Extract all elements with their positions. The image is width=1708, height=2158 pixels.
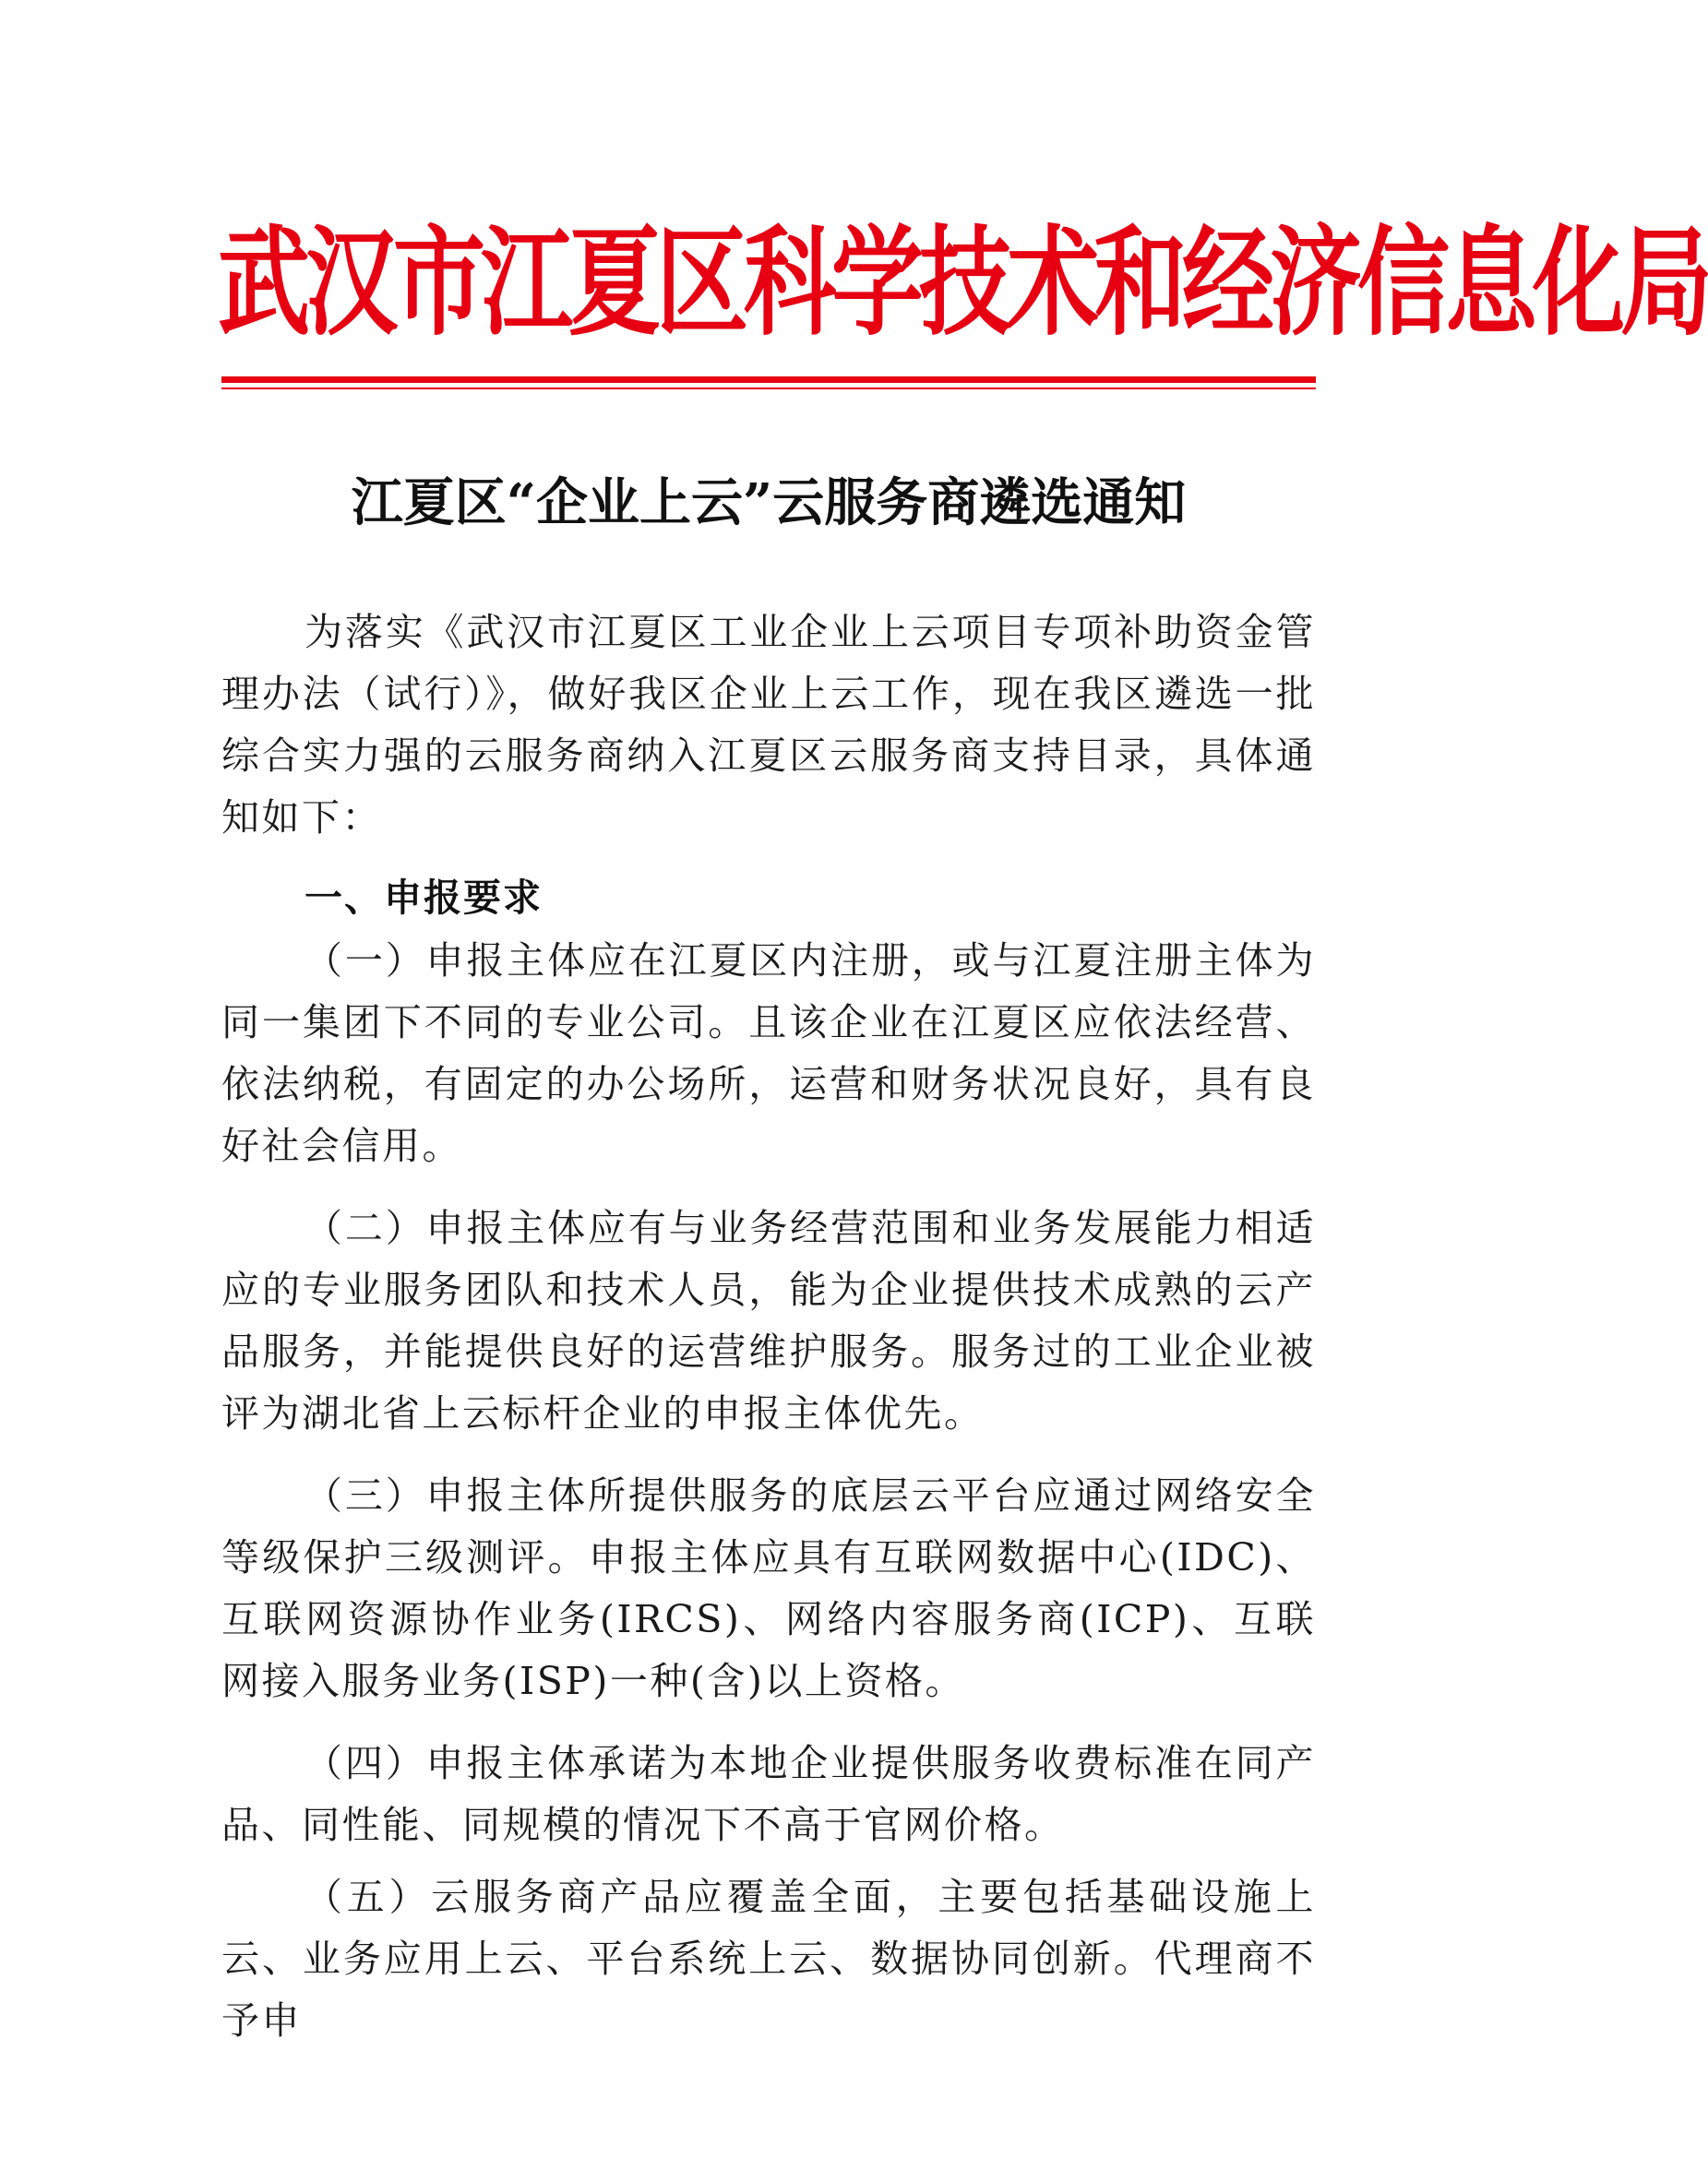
requirement-item-3: （三）申报主体所提供服务的底层云平台应通过网络安全等级保护三级测评。申报主体应具有互联网数据中心(IDC)、互联网资源协作业务(IRCS)、网络内容服务商(ICP)、互联网接入服务业务(ISP)一种(含)以上资格。	[221, 1473, 1316, 1703]
requirement-item-1: （一）申报主体应在江夏区内注册，或与江夏注册主体为同一集团下不同的专业公司。且该企业在江夏区应依法经营、依法纳税，有固定的办公场所，运营和财务状况良好，具有良好社会信用。	[221, 938, 1316, 1168]
letterhead-red-rule-thin	[221, 387, 1316, 389]
requirement-item-4: （四）申报主体承诺为本地企业提供服务收费标准在同产品、同性能、同规模的情况下不高于官网价格。	[221, 1741, 1316, 1847]
letterhead-red-rule-thick	[221, 376, 1316, 383]
requirement-item-2: （二）申报主体应有与业务经营范围和业务发展能力相适应的专业服务团队和技术人员，能为企业提供技术成熟的云产品服务，并能提供良好的运营维护服务。服务过的工业企业被评为湖北省上云标杆企业的申报主体优先。	[221, 1206, 1316, 1436]
intro-paragraph: 为落实《武汉市江夏区工业企业上云项目专项补助资金管理办法（试行）》，做好我区企业上云工作，现在我区遴选一批综合实力强的云服务商纳入江夏区云服务商支持目录，具体通知如下：	[221, 610, 1316, 840]
requirement-item-5: （五）云服务商产品应覆盖全面，主要包括基础设施上云、业务应用上云、平台系统上云、数据协同创新。代理商不予申	[221, 1875, 1316, 2043]
section-heading-requirements: 一、申报要求	[305, 876, 543, 920]
letterhead-org-name: 武汉市江夏区科学技术和经济信息化局	[218, 213, 1708, 352]
document-title: 江夏区“企业上云”云服务商遴选通知	[351, 472, 1187, 533]
